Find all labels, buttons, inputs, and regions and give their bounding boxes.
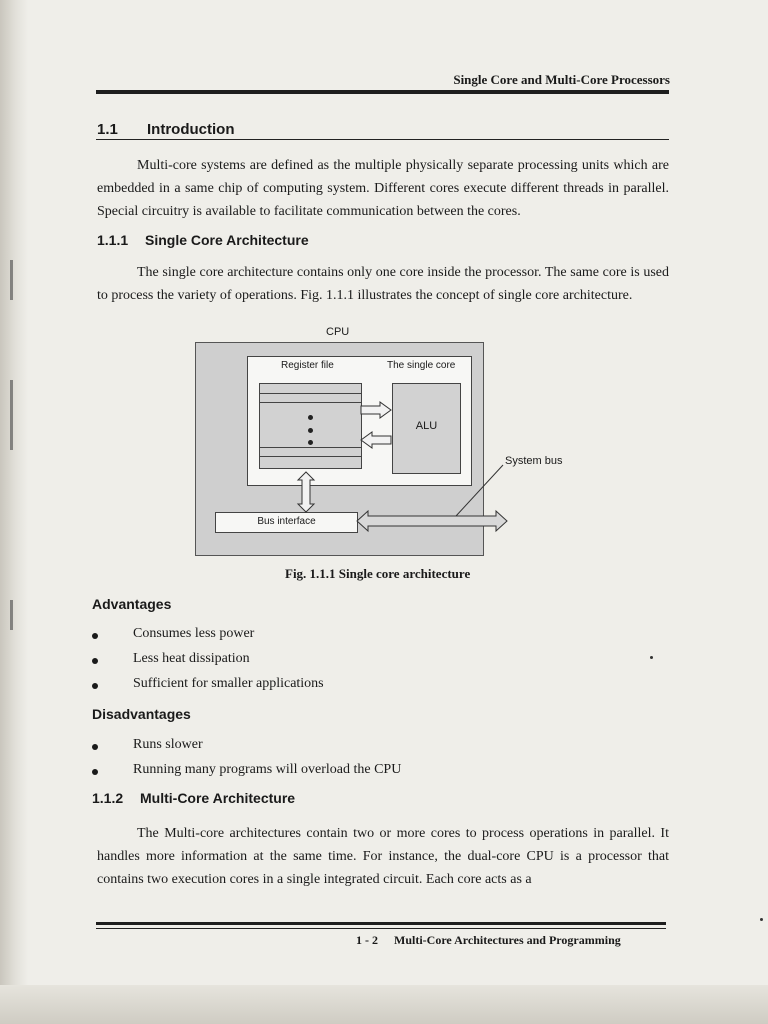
list-item-text: Sufficient for smaller applications xyxy=(133,676,324,691)
ellipsis-dot xyxy=(308,440,313,445)
scan-speck xyxy=(760,918,763,921)
section-heading-introduction xyxy=(97,121,234,138)
register-row-line xyxy=(260,402,361,403)
figure-bus-interface-label: Bus interface xyxy=(257,516,316,527)
figure-bus-interface xyxy=(215,512,358,533)
page-bottom-shadow xyxy=(0,985,768,1024)
figure-alu-label: ALU xyxy=(415,420,438,432)
subsection-title: Multi-Core Architecture xyxy=(140,790,296,806)
footer-rule-thin xyxy=(96,928,666,929)
subsection-title: Single Core Architecture xyxy=(145,232,309,248)
figure-register-file xyxy=(259,383,362,469)
register-row-line xyxy=(260,393,361,394)
section-title: Introduction xyxy=(147,121,235,138)
section-number: 1.1 xyxy=(97,121,118,138)
binding-mark xyxy=(10,600,13,630)
register-row-line xyxy=(260,447,361,448)
page-number: 1 - 2 xyxy=(356,933,378,947)
running-header: Single Core and Multi-Core Processors xyxy=(453,72,670,87)
figure-caption: Fig. 1.1.1 Single core architecture xyxy=(285,566,471,581)
ellipsis-dot xyxy=(308,415,313,420)
subsection-number: 1.1.2 xyxy=(92,790,124,806)
list-item-text: Running many programs will overload the CPU xyxy=(133,762,402,777)
figure-register-file-label: Register file xyxy=(281,360,334,371)
subsection-heading-single-core xyxy=(97,232,309,248)
binding-mark xyxy=(10,380,13,450)
bullet-icon xyxy=(92,633,98,639)
list-item-text: Runs slower xyxy=(133,737,203,752)
footer-title: Multi-Core Architectures and Programming xyxy=(394,933,621,947)
advantages-heading: Advantages xyxy=(92,596,172,612)
binding-mark xyxy=(10,260,13,300)
page-footer xyxy=(356,933,621,948)
scan-speck xyxy=(650,656,653,659)
disadvantages-heading: Disadvantages xyxy=(92,706,191,722)
subsection-number: 1.1.1 xyxy=(97,232,129,248)
figure-single-core-label: The single core xyxy=(387,360,456,371)
list-item-text: Consumes less power xyxy=(133,626,255,641)
single-core-paragraph: The single core architecture contains only one core inside the processor. The same core is used to process the variety of operations. Fig. 1.1.1 illustrates the concept of single core architecture. xyxy=(97,265,669,303)
list-item-text: Less heat dissipation xyxy=(133,651,250,666)
figure-system-bus-label: System bus xyxy=(505,455,563,467)
ellipsis-dot xyxy=(308,428,313,433)
figure-alu xyxy=(392,383,461,474)
bullet-icon xyxy=(92,683,98,689)
page-binding-edge xyxy=(0,0,28,1024)
bullet-icon xyxy=(92,769,98,775)
subsection-heading-multi-core xyxy=(92,790,295,806)
register-row-line xyxy=(260,456,361,457)
bullet-icon xyxy=(92,658,98,664)
intro-paragraph: Multi-core systems are defined as the multiple physically separate processing units which are embedded in a same chip of computing system. Different cores execute different threads in parallel. Special circuitry is available to facilitate communication between the cores. xyxy=(97,158,669,219)
figure-cpu-label: CPU xyxy=(326,326,350,338)
bullet-icon xyxy=(92,744,98,750)
footer-rule xyxy=(96,922,666,925)
header-rule xyxy=(96,90,669,94)
multi-core-paragraph: The Multi-core architectures contain two or more cores to process operations in parallel. It handles more information at the same time. For instance, the dual-core CPU is a processor that contains two execution cores in a single integrated circuit. Each core acts as a xyxy=(97,826,669,887)
section-rule xyxy=(96,139,669,140)
